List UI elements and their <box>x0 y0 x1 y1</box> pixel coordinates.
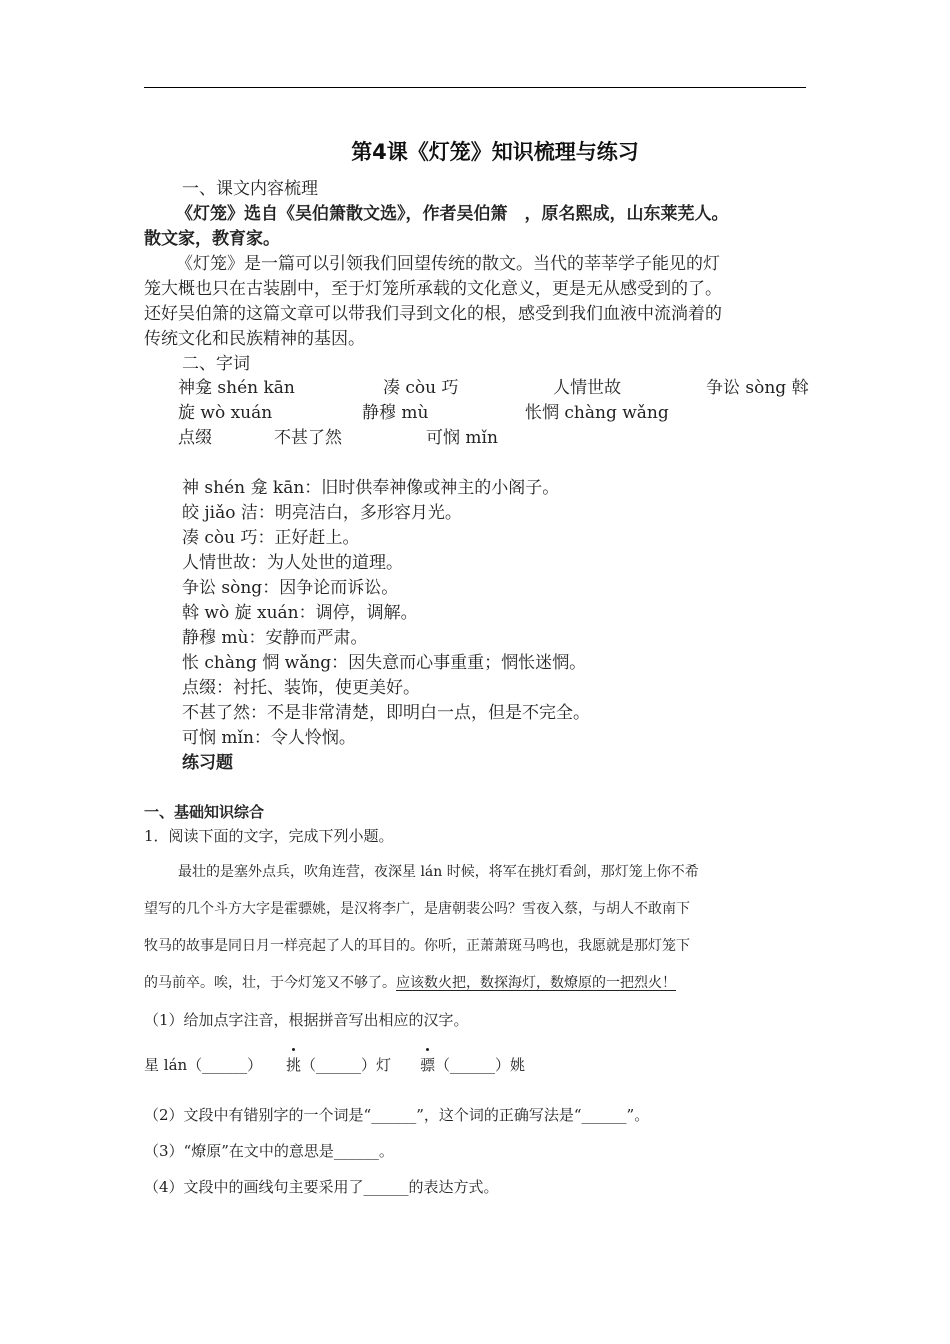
intro-line-1: 《灯笼》选自《吴伯箫散文选》，作者吴伯箫 ，原名熙成，山东莱芜人。 <box>176 204 729 224</box>
sub-question-2: （2）文段中有错别字的一个词是“______”，这个词的正确写法是“______”。 <box>144 1106 650 1124</box>
definition-item: 凑 còu 巧：正好赶上。 <box>182 528 360 548</box>
passage-line: 牧马的故事是同日月一样亮起了人的耳目的。你听，正萧萧斑马鸣也，我愿就是那灯笼下 <box>144 938 690 954</box>
exercise-heading: 一、基础知识综合 <box>144 803 265 821</box>
fill-item-1: 星 lán（______） <box>144 1056 263 1074</box>
fill-blank: （______）灯 <box>301 1056 392 1074</box>
definition-item: 怅 chàng 惘 wǎng：因失意而心事重重；惘怅迷惘。 <box>182 653 587 673</box>
definition-item: 争讼 sòng：因争论而诉讼。 <box>182 578 399 598</box>
passage-line: 望写的几个斗方大字是霍骠姚，是汉将李广，是唐朝裴公吗？雪夜入蔡，与胡人不敢南下 <box>144 901 690 917</box>
word-item: 神龛 shén kān <box>178 378 295 398</box>
sub-question-1: （1）给加点字注音，根据拼音写出相应的汉字。 <box>144 1011 469 1029</box>
dotted-char: 骠 <box>420 1053 435 1077</box>
question-1: 1．阅读下面的文字，完成下列小题。 <box>144 827 394 845</box>
definition-item: 不甚了然：不是非常清楚，即明白一点，但是不完全。 <box>182 703 590 723</box>
passage-line <box>144 971 676 995</box>
summary-line-4: 传统文化和民族精神的基因。 <box>144 329 365 349</box>
underlined-sentence: 应该数火把，数探海灯，数燎原的一把烈火！ <box>396 975 676 991</box>
fill-blank: （______）姚 <box>435 1056 526 1074</box>
fill-item-2 <box>286 1053 391 1077</box>
word-item: 凑 còu 巧 <box>383 378 459 398</box>
definition-item: 可悯 mǐn：令人怜悯。 <box>182 728 356 748</box>
sub-question-3: （3）“燎原”在文中的意思是______。 <box>144 1142 394 1160</box>
definition-item: 皎 jiǎo 洁：明亮洁白，多形容月光。 <box>182 503 462 523</box>
definition-item: 人情世故：为人处世的道理。 <box>182 553 403 573</box>
header-rule <box>144 87 806 88</box>
summary-line-2: 笼大概也只在古装剧中，至于灯笼所承载的文化意义，更是无从感受到的了。 <box>144 279 722 299</box>
passage-line: 最壮的是塞外点兵，吹角连营，夜深星 lán 时候，将军在挑灯看剑，那灯笼上你不希 <box>178 864 699 880</box>
summary-line-1: 《灯笼》是一篇可以引领我们回望传统的散文。当代的莘莘学子能见的灯 <box>176 254 720 274</box>
definition-item: 点缀：衬托、装饰，使更美好。 <box>182 678 420 698</box>
word-item: 旋 wò xuán <box>178 403 273 423</box>
section2-heading: 二、字词 <box>182 354 250 374</box>
fill-item-3 <box>420 1053 525 1077</box>
definition-item: 静穆 mù：安静而严肃。 <box>182 628 368 648</box>
word-item: 静穆 mù <box>362 403 429 423</box>
word-item: 争讼 sòng 斡 <box>706 378 809 398</box>
word-item: 点缀 <box>178 428 212 448</box>
definition-item: 斡 wò 旋 xuán：调停，调解。 <box>182 603 418 623</box>
definition-item: 神 shén 龛 kān：旧时供奉神像或神主的小阁子。 <box>182 478 560 498</box>
word-item: 怅惘 chàng wǎng <box>525 403 669 423</box>
word-item: 可悯 mǐn <box>426 428 498 448</box>
passage-line-plain: 的马前卒。唉，壮，于今灯笼又不够了。 <box>144 975 396 991</box>
section1-heading: 一、课文内容梳理 <box>182 179 318 199</box>
intro-line-2: 散文家，教育家。 <box>144 229 280 249</box>
summary-line-3: 还好吴伯箫的这篇文章可以带我们寻到文化的根，感受到我们血液中流淌着的 <box>144 304 722 324</box>
practice-heading: 练习题 <box>182 753 233 773</box>
page-title: 第4课《灯笼》知识梳理与练习 <box>351 140 639 164</box>
dotted-char: 挑 <box>286 1053 301 1077</box>
sub-question-4: （4）文段中的画线句主要采用了______的表达方式。 <box>144 1178 499 1196</box>
word-item: 人情世故 <box>553 378 621 398</box>
word-item: 不甚了然 <box>274 428 342 448</box>
